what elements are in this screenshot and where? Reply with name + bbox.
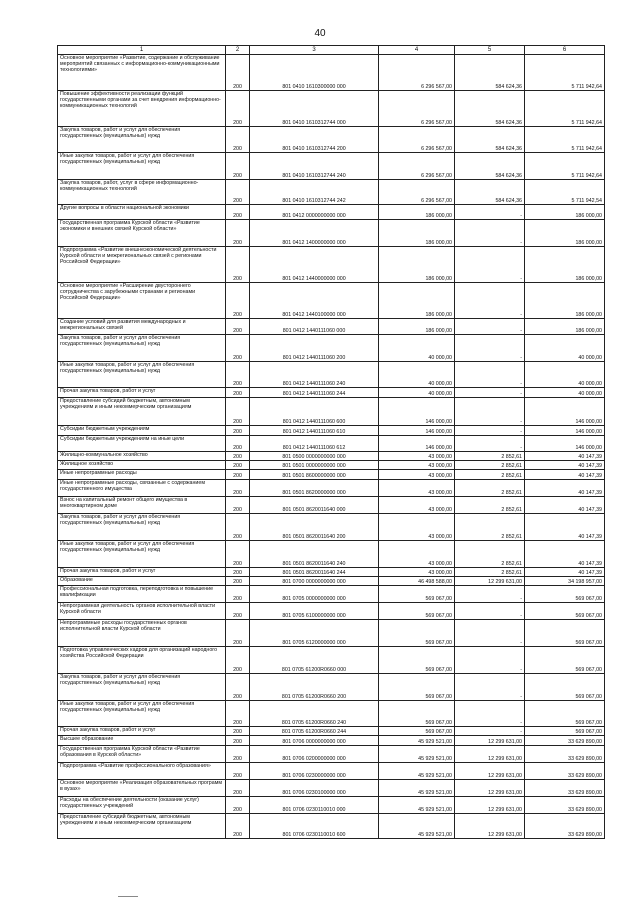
row-executed-cell: 12 299 631,00 xyxy=(455,763,525,780)
table-row xyxy=(58,470,605,480)
row-code-cell: 200 xyxy=(226,746,250,763)
row-executed-cell: - xyxy=(455,283,525,319)
row-remaining-cell: 33 629 890,00 xyxy=(525,746,605,763)
row-executed-cell: 2 852,61 xyxy=(455,480,525,497)
table-row xyxy=(58,480,605,497)
row-kbk-cell: 801 0410 1610300000 000 xyxy=(250,55,379,91)
row-executed-cell: - xyxy=(455,586,525,603)
row-executed-cell: - xyxy=(455,436,525,452)
row-kbk-cell: 801 0501 8620011640 244 xyxy=(250,568,379,577)
row-kbk-cell: 801 0705 61200R0660 240 xyxy=(250,701,379,727)
row-approved-cell: 6 296 567,00 xyxy=(379,55,455,91)
row-remaining-cell: 569 067,00 xyxy=(525,674,605,701)
row-name-cell: Подготовка управленческих кадров для организаций народного хозяйства Российской Федерации xyxy=(58,647,226,674)
row-approved-cell: 6 296 567,00 xyxy=(379,180,455,205)
row-kbk-cell: 801 0705 0000000000 000 xyxy=(250,586,379,603)
row-code-cell: 200 xyxy=(226,461,250,470)
table-row xyxy=(58,797,605,814)
row-code-cell: 200 xyxy=(226,674,250,701)
row-kbk-cell: 801 0705 61200R0660 200 xyxy=(250,674,379,701)
table-row xyxy=(58,701,605,727)
row-remaining-cell: 33 629 890,00 xyxy=(525,763,605,780)
row-executed-cell: - xyxy=(455,205,525,220)
table-row xyxy=(58,497,605,514)
row-remaining-cell: 40 147,39 xyxy=(525,541,605,568)
row-approved-cell: 186 000,00 xyxy=(379,319,455,335)
row-kbk-cell: 801 0500 0000000000 000 xyxy=(250,452,379,461)
row-remaining-cell: 40 000,00 xyxy=(525,335,605,362)
table-row xyxy=(58,247,605,283)
row-code-cell: 200 xyxy=(226,814,250,839)
row-kbk-cell: 801 0410 1610312744 200 xyxy=(250,127,379,153)
row-executed-cell: 584 624,36 xyxy=(455,91,525,127)
row-name-cell: Иные закупки товаров, работ и услуг для обеспечения государственных (муниципальных) нужд xyxy=(58,701,226,727)
row-name-cell: Создание условий для развития международных и межрегиональных связей xyxy=(58,319,226,335)
row-executed-cell: - xyxy=(455,362,525,388)
row-name-cell: Жилищное хозяйство xyxy=(58,461,226,470)
row-kbk-cell: 801 0410 1610312744 240 xyxy=(250,153,379,180)
row-name-cell: Иные непрограммные расходы xyxy=(58,470,226,480)
row-approved-cell: 43 000,00 xyxy=(379,461,455,470)
row-remaining-cell: 40 147,39 xyxy=(525,470,605,480)
row-approved-cell: 186 000,00 xyxy=(379,205,455,220)
row-kbk-cell: 801 0705 6120000000 000 xyxy=(250,620,379,647)
row-approved-cell: 40 000,00 xyxy=(379,388,455,398)
row-executed-cell: 12 299 631,00 xyxy=(455,814,525,839)
row-executed-cell: 12 299 631,00 xyxy=(455,780,525,797)
row-kbk-cell: 801 0412 1440111060 240 xyxy=(250,362,379,388)
row-name-cell: Закупка товаров, работ и услуг для обеспечения государственных (муниципальных) нужд xyxy=(58,514,226,541)
row-approved-cell: 45 929 521,00 xyxy=(379,814,455,839)
row-approved-cell: 569 067,00 xyxy=(379,701,455,727)
row-remaining-cell: 5 711 942,64 xyxy=(525,91,605,127)
table-body xyxy=(58,55,605,839)
row-name-cell: Прочая закупка товаров, работ и услуг xyxy=(58,388,226,398)
row-code-cell: 200 xyxy=(226,763,250,780)
row-name-cell: Иные закупки товаров, работ и услуг для обеспечения государственных (муниципальных) нужд xyxy=(58,541,226,568)
row-executed-cell: - xyxy=(455,398,525,426)
row-kbk-cell: 801 0412 1440100000 000 xyxy=(250,283,379,319)
row-executed-cell: - xyxy=(455,647,525,674)
row-kbk-cell: 801 0412 1440111060 200 xyxy=(250,335,379,362)
row-approved-cell: 569 067,00 xyxy=(379,727,455,736)
row-code-cell: 200 xyxy=(226,55,250,91)
row-kbk-cell: 801 0706 0230110010 600 xyxy=(250,814,379,839)
row-name-cell: Предоставление субсидий бюджетным, автономным учреждениям и иным некоммерческим организациям xyxy=(58,814,226,839)
row-code-cell: 200 xyxy=(226,388,250,398)
row-remaining-cell: 40 147,39 xyxy=(525,497,605,514)
row-remaining-cell: 33 629 890,00 xyxy=(525,780,605,797)
row-name-cell: Государственная программа Курской области «Развитие образования в Курской области» xyxy=(58,746,226,763)
row-name-cell: Субсидии бюджетным учреждениям xyxy=(58,426,226,436)
table-row xyxy=(58,746,605,763)
row-remaining-cell: 146 000,00 xyxy=(525,398,605,426)
row-approved-cell: 40 000,00 xyxy=(379,335,455,362)
row-approved-cell: 43 000,00 xyxy=(379,452,455,461)
row-remaining-cell: 33 629 890,00 xyxy=(525,814,605,839)
page-number: 40 xyxy=(314,28,326,39)
table-row xyxy=(58,319,605,335)
row-remaining-cell: 569 067,00 xyxy=(525,620,605,647)
row-name-cell: Закупка товаров, работ, услуг в сфере информационно-коммуникационных технологий xyxy=(58,180,226,205)
row-approved-cell: 43 000,00 xyxy=(379,541,455,568)
row-code-cell: 200 xyxy=(226,568,250,577)
row-code-cell: 200 xyxy=(226,283,250,319)
table-row xyxy=(58,814,605,839)
row-code-cell: 200 xyxy=(226,398,250,426)
row-remaining-cell: 40 147,39 xyxy=(525,480,605,497)
row-kbk-cell: 801 0412 1440111060 610 xyxy=(250,426,379,436)
row-approved-cell: 40 000,00 xyxy=(379,362,455,388)
row-executed-cell: - xyxy=(455,727,525,736)
row-executed-cell: - xyxy=(455,620,525,647)
row-approved-cell: 569 067,00 xyxy=(379,620,455,647)
row-executed-cell: 2 852,61 xyxy=(455,461,525,470)
row-code-cell: 200 xyxy=(226,541,250,568)
row-kbk-cell: 801 0410 1610312744 242 xyxy=(250,180,379,205)
row-code-cell: 200 xyxy=(226,180,250,205)
row-name-cell: Иные непрограммные расходы, связанные с содержанием государственного имущества xyxy=(58,480,226,497)
row-approved-cell: 45 929 521,00 xyxy=(379,763,455,780)
row-code-cell: 200 xyxy=(226,220,250,247)
row-kbk-cell: 801 0501 8600000000 000 xyxy=(250,470,379,480)
row-kbk-cell: 801 0501 8620011640 200 xyxy=(250,514,379,541)
row-kbk-cell: 801 0705 61200R0660 244 xyxy=(250,727,379,736)
row-remaining-cell: 569 067,00 xyxy=(525,727,605,736)
row-executed-cell: 12 299 631,00 xyxy=(455,736,525,746)
row-kbk-cell: 801 0706 0000000000 000 xyxy=(250,736,379,746)
row-remaining-cell: 33 629 890,00 xyxy=(525,797,605,814)
row-remaining-cell: 146 000,00 xyxy=(525,426,605,436)
row-name-cell: Иные закупки товаров, работ и услуг для обеспечения государственных (муниципальных) нужд xyxy=(58,362,226,388)
row-code-cell: 200 xyxy=(226,780,250,797)
row-kbk-cell: 801 0501 8620011640 000 xyxy=(250,497,379,514)
row-remaining-cell: 34 198 957,00 xyxy=(525,577,605,586)
row-name-cell: Основное мероприятие «Развитие, содержание и обслуживание мероприятий связанных с информационно-коммуникационными технологиями» xyxy=(58,55,226,91)
row-kbk-cell: 801 0412 1400000000 000 xyxy=(250,220,379,247)
row-approved-cell: 43 000,00 xyxy=(379,568,455,577)
row-code-cell: 200 xyxy=(226,586,250,603)
table-row xyxy=(58,763,605,780)
row-executed-cell: - xyxy=(455,701,525,727)
row-executed-cell: 2 852,61 xyxy=(455,470,525,480)
row-executed-cell: - xyxy=(455,220,525,247)
row-executed-cell: - xyxy=(455,603,525,620)
row-kbk-cell: 801 0412 1440111060 000 xyxy=(250,319,379,335)
row-remaining-cell: 146 000,00 xyxy=(525,436,605,452)
row-executed-cell: - xyxy=(455,426,525,436)
row-name-cell: Предоставление субсидий бюджетным, автономным учреждениям и иным некоммерческим организациям xyxy=(58,398,226,426)
row-name-cell: Подпрограмма «Развитие профессионального образования» xyxy=(58,763,226,780)
row-executed-cell: - xyxy=(455,335,525,362)
row-code-cell: 200 xyxy=(226,436,250,452)
row-approved-cell: 186 000,00 xyxy=(379,220,455,247)
row-name-cell: Основное мероприятие «Расширение двустороннего сотрудничества с зарубежными странами и регионами Российской Федерации» xyxy=(58,283,226,319)
table-row xyxy=(58,127,605,153)
row-kbk-cell: 801 0706 0200000000 000 xyxy=(250,746,379,763)
row-name-cell: Государственная программа Курской области «Развитие экономики и внешних связей Курской области» xyxy=(58,220,226,247)
row-code-cell: 200 xyxy=(226,205,250,220)
row-name-cell: Высшее образование xyxy=(58,736,226,746)
row-executed-cell: - xyxy=(455,319,525,335)
table-row xyxy=(58,541,605,568)
row-remaining-cell: 186 000,00 xyxy=(525,205,605,220)
row-approved-cell: 186 000,00 xyxy=(379,247,455,283)
row-name-cell: Взнос на капитальный ремонт общего имущества в многоквартирном доме xyxy=(58,497,226,514)
row-kbk-cell: 801 0706 0230100000 000 xyxy=(250,780,379,797)
row-approved-cell: 45 929 521,00 xyxy=(379,736,455,746)
row-code-cell: 200 xyxy=(226,480,250,497)
column-number-row xyxy=(58,46,605,55)
row-executed-cell: 584 624,36 xyxy=(455,55,525,91)
table-row xyxy=(58,603,605,620)
row-executed-cell: - xyxy=(455,674,525,701)
row-approved-cell: 43 000,00 xyxy=(379,497,455,514)
row-kbk-cell: 801 0412 1440000000 000 xyxy=(250,247,379,283)
row-executed-cell: 12 299 631,00 xyxy=(455,746,525,763)
row-approved-cell: 146 000,00 xyxy=(379,398,455,426)
row-remaining-cell: 186 000,00 xyxy=(525,283,605,319)
row-approved-cell: 6 296 567,00 xyxy=(379,153,455,180)
row-name-cell: Прочая закупка товаров, работ и услуг xyxy=(58,568,226,577)
row-approved-cell: 43 000,00 xyxy=(379,514,455,541)
row-code-cell: 200 xyxy=(226,470,250,480)
table-row xyxy=(58,388,605,398)
row-approved-cell: 146 000,00 xyxy=(379,426,455,436)
row-code-cell: 200 xyxy=(226,736,250,746)
row-approved-cell: 46 498 588,00 xyxy=(379,577,455,586)
row-remaining-cell: 186 000,00 xyxy=(525,220,605,247)
table-row xyxy=(58,577,605,586)
row-code-cell: 200 xyxy=(226,153,250,180)
row-remaining-cell: 569 067,00 xyxy=(525,647,605,674)
table-row xyxy=(58,398,605,426)
table-row xyxy=(58,647,605,674)
column-header: 1 xyxy=(58,46,226,55)
row-approved-cell: 569 067,00 xyxy=(379,674,455,701)
row-remaining-cell: 569 067,00 xyxy=(525,701,605,727)
row-code-cell: 200 xyxy=(226,426,250,436)
row-approved-cell: 6 296 567,00 xyxy=(379,91,455,127)
row-name-cell: Другие вопросы в области национальной экономики xyxy=(58,205,226,220)
row-name-cell: Подпрограмма «Развитие внешнеэкономической деятельности Курской области и межрегиональных связей с регионами Российской Федерации» xyxy=(58,247,226,283)
row-kbk-cell: 801 0412 1440111060 600 xyxy=(250,398,379,426)
table-row xyxy=(58,452,605,461)
row-approved-cell: 186 000,00 xyxy=(379,283,455,319)
table-row xyxy=(58,220,605,247)
table-row xyxy=(58,180,605,205)
row-executed-cell: - xyxy=(455,388,525,398)
row-approved-cell: 45 929 521,00 xyxy=(379,746,455,763)
row-name-cell: Иные закупки товаров, работ и услуг для обеспечения государственных (муниципальных) нужд xyxy=(58,153,226,180)
row-kbk-cell: 801 0412 1440111060 244 xyxy=(250,388,379,398)
row-executed-cell: 584 624,36 xyxy=(455,127,525,153)
row-remaining-cell: 5 711 942,64 xyxy=(525,153,605,180)
row-remaining-cell: 5 711 942,64 xyxy=(525,127,605,153)
row-name-cell: Непрограммные расходы государственных органов исполнительной власти Курской области xyxy=(58,620,226,647)
row-name-cell: Профессиональная подготовка, переподготовка и повышение квалификации xyxy=(58,586,226,603)
row-name-cell: Закупка товаров, работ и услуг для обеспечения государственных (муниципальных) нужд xyxy=(58,674,226,701)
row-remaining-cell: 40 000,00 xyxy=(525,388,605,398)
table-row xyxy=(58,586,605,603)
row-kbk-cell: 801 0501 8620000000 000 xyxy=(250,480,379,497)
column-header: 6 xyxy=(525,46,605,55)
table-row xyxy=(58,436,605,452)
row-kbk-cell: 801 0700 0000000000 000 xyxy=(250,577,379,586)
row-approved-cell: 45 929 521,00 xyxy=(379,797,455,814)
table-row xyxy=(58,283,605,319)
row-code-cell: 200 xyxy=(226,727,250,736)
row-code-cell: 200 xyxy=(226,319,250,335)
row-kbk-cell: 801 0705 6100000000 000 xyxy=(250,603,379,620)
row-remaining-cell: 40 147,39 xyxy=(525,461,605,470)
table-row xyxy=(58,91,605,127)
column-header: 4 xyxy=(379,46,455,55)
column-header: 5 xyxy=(455,46,525,55)
row-approved-cell: 43 000,00 xyxy=(379,470,455,480)
row-executed-cell: 584 624,36 xyxy=(455,153,525,180)
table-row xyxy=(58,362,605,388)
table-row xyxy=(58,153,605,180)
column-header: 3 xyxy=(250,46,379,55)
row-executed-cell: 2 852,61 xyxy=(455,514,525,541)
row-code-cell: 200 xyxy=(226,91,250,127)
row-remaining-cell: 40 147,39 xyxy=(525,514,605,541)
row-approved-cell: 45 929 521,00 xyxy=(379,780,455,797)
row-kbk-cell: 801 0501 8620011640 240 xyxy=(250,541,379,568)
row-name-cell: Жилищно-коммунальное хозяйство xyxy=(58,452,226,461)
row-name-cell: Прочая закупка товаров, работ и услуг xyxy=(58,727,226,736)
budget-table xyxy=(57,45,605,839)
row-remaining-cell: 5 711 942,54 xyxy=(525,180,605,205)
row-kbk-cell: 801 0412 0000000000 000 xyxy=(250,205,379,220)
row-name-cell: Закупка товаров, работ и услуг для обеспечения государственных (муниципальных) нужд xyxy=(58,335,226,362)
row-approved-cell: 569 067,00 xyxy=(379,603,455,620)
row-code-cell: 200 xyxy=(226,577,250,586)
table-row xyxy=(58,55,605,91)
row-code-cell: 200 xyxy=(226,452,250,461)
row-remaining-cell: 186 000,00 xyxy=(525,319,605,335)
row-name-cell: Основное мероприятие «Реализация образовательных программ в вузах» xyxy=(58,780,226,797)
row-executed-cell: 584 624,36 xyxy=(455,180,525,205)
table-row xyxy=(58,568,605,577)
row-remaining-cell: 40 000,00 xyxy=(525,362,605,388)
row-name-cell: Образование xyxy=(58,577,226,586)
row-code-cell: 200 xyxy=(226,797,250,814)
row-remaining-cell: 40 147,39 xyxy=(525,452,605,461)
row-executed-cell: 2 852,61 xyxy=(455,541,525,568)
row-approved-cell: 569 067,00 xyxy=(379,647,455,674)
row-executed-cell: - xyxy=(455,247,525,283)
row-code-cell: 200 xyxy=(226,497,250,514)
table-row xyxy=(58,620,605,647)
row-remaining-cell: 569 067,00 xyxy=(525,603,605,620)
row-code-cell: 200 xyxy=(226,127,250,153)
row-approved-cell: 146 000,00 xyxy=(379,436,455,452)
row-code-cell: 200 xyxy=(226,514,250,541)
row-executed-cell: 2 852,61 xyxy=(455,497,525,514)
row-code-cell: 200 xyxy=(226,647,250,674)
table-row xyxy=(58,514,605,541)
row-code-cell: 200 xyxy=(226,701,250,727)
row-kbk-cell: 801 0706 0230110010 000 xyxy=(250,797,379,814)
row-remaining-cell: 40 147,39 xyxy=(525,568,605,577)
column-header: 2 xyxy=(226,46,250,55)
row-code-cell: 200 xyxy=(226,335,250,362)
row-kbk-cell: 801 0501 0000000000 000 xyxy=(250,461,379,470)
row-code-cell: 200 xyxy=(226,247,250,283)
row-remaining-cell: 186 000,00 xyxy=(525,247,605,283)
row-remaining-cell: 569 067,00 xyxy=(525,586,605,603)
row-kbk-cell: 801 0705 61200R0660 000 xyxy=(250,647,379,674)
row-approved-cell: 6 296 567,00 xyxy=(379,127,455,153)
row-name-cell: Расходы на обеспечение деятельности (оказание услуг) государственных учреждений xyxy=(58,797,226,814)
row-name-cell: Непрограммная деятельность органов исполнительной власти Курской области xyxy=(58,603,226,620)
row-kbk-cell: 801 0410 1610312744 000 xyxy=(250,91,379,127)
table-row xyxy=(58,780,605,797)
row-name-cell: Субсидии бюджетным учреждениям на иные цели xyxy=(58,436,226,452)
row-code-cell: 200 xyxy=(226,620,250,647)
table-row xyxy=(58,205,605,220)
table-row xyxy=(58,461,605,470)
row-name-cell: Повышение эффективности реализации функций государственными органами за счет внедрения информационно-коммуникационных технологий xyxy=(58,91,226,127)
row-executed-cell: 12 299 631,00 xyxy=(455,577,525,586)
table-row xyxy=(58,674,605,701)
row-approved-cell: 569 067,00 xyxy=(379,586,455,603)
table-row xyxy=(58,736,605,746)
row-kbk-cell: 801 0706 0230000000 000 xyxy=(250,763,379,780)
row-executed-cell: 2 852,61 xyxy=(455,452,525,461)
row-remaining-cell: 5 711 942,64 xyxy=(525,55,605,91)
row-name-cell: Закупка товаров, работ и услуг для обеспечения государственных (муниципальных) нужд xyxy=(58,127,226,153)
row-code-cell: 200 xyxy=(226,603,250,620)
table-row xyxy=(58,727,605,736)
table-row xyxy=(58,426,605,436)
row-remaining-cell: 33 629 890,00 xyxy=(525,736,605,746)
row-executed-cell: 2 852,61 xyxy=(455,568,525,577)
row-executed-cell: 12 299 631,00 xyxy=(455,797,525,814)
row-kbk-cell: 801 0412 1440111060 612 xyxy=(250,436,379,452)
row-approved-cell: 43 000,00 xyxy=(379,480,455,497)
row-code-cell: 200 xyxy=(226,362,250,388)
table-row xyxy=(58,335,605,362)
footer-mark xyxy=(118,896,138,897)
